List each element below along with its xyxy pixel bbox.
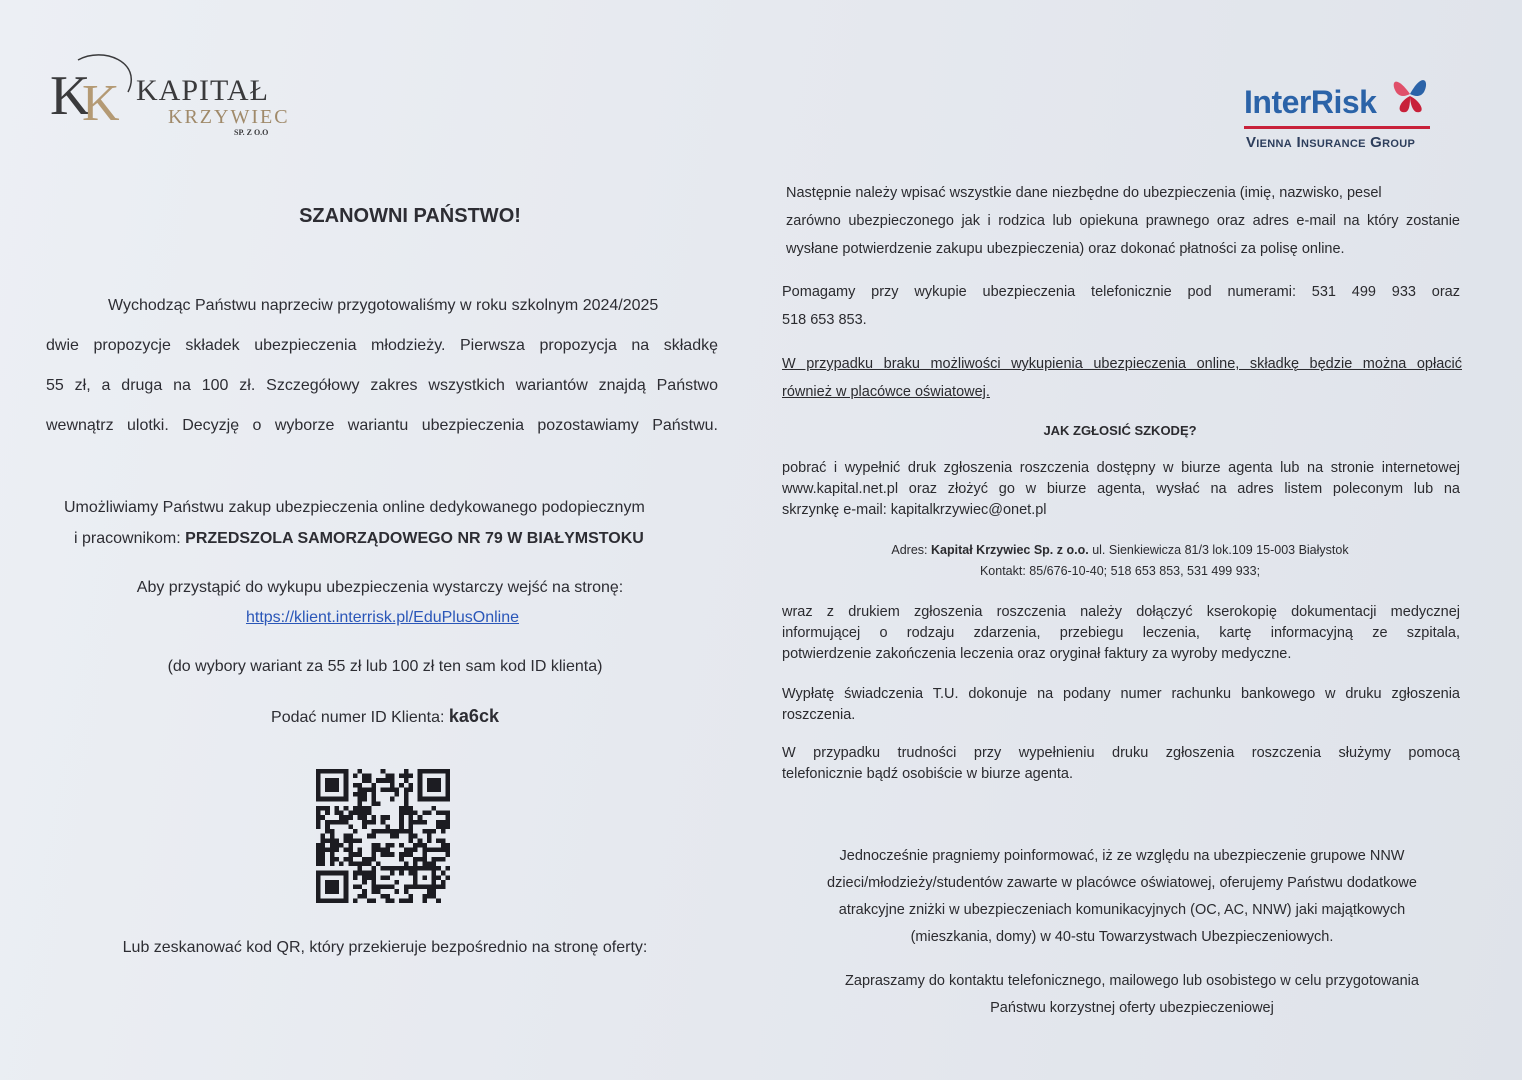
phone-line-1: Pomagamy przy wykupie ubezpieczenia telefonicznie pod numerami: 531 499 933 oraz — [782, 284, 1460, 300]
qr-text: Lub zeskanować kod QR, który przekieruje bezpośrednio na stronę oferty: — [122, 939, 648, 956]
address-company: Kapitał Krzywiec Sp. z o.o. — [931, 543, 1089, 557]
claim-paragraph — [782, 458, 1460, 521]
intro-line-4: wewnątrz ulotki. Decyzję o wyborze wariantu ubezpieczenia pozostawiamy Państwu. — [46, 417, 718, 434]
docs-line-2: informującej o rodzaju zdarzenia, przebiegu leczenia, kartę informacyjną ze szpitala, — [782, 625, 1460, 641]
qr-code[interactable] — [316, 769, 450, 903]
nnw-paragraph — [780, 843, 1464, 951]
docs-paragraph — [782, 602, 1460, 665]
offline-line-2: również w placówce oświatowej. — [782, 384, 990, 400]
offer-link[interactable]: https://klient.interrisk.pl/EduPlusOnline — [245, 609, 519, 626]
contact-line: Kontakt: 85/676-10-40; 518 653 853, 531 499 933; — [979, 564, 1261, 578]
claim-line-2: www.kapital.net.pl oraz złożyć go w biurze agenta, wysłać na adres listem poleconym lub na — [782, 481, 1460, 497]
claim-line-1: pobrać i wypełnić druk zgłoszenia roszczenia dostępny w biurze agenta lub na stronie internetowej — [782, 460, 1460, 476]
kapital-name: KAPITAŁ — [136, 74, 269, 107]
docs-line-3: potwierdzenie zakończenia leczenia oraz oryginał faktury za wyroby medyczne. — [782, 646, 1292, 662]
svg-text:K: K — [82, 75, 120, 132]
online-line-2 — [74, 529, 734, 549]
kapital-krzywiec-logo — [48, 52, 288, 142]
nnw-line-1: Jednocześnie pragniemy poinformować, iż ze względu na ubezpieczenie grupowe NNW — [839, 848, 1405, 864]
offline-paragraph — [782, 350, 1462, 406]
interrisk-group: Vienna Insurance Group — [1246, 134, 1416, 151]
offline-line-1: W przypadku braku możliwości wykupienia ubezpieczenia online, składkę będzie można opłacić — [782, 356, 1462, 372]
nnw-line-2: dzieci/młodzieży/studentów zawarte w placówce oświatowej, oferujemy Państwu dodatkowe — [827, 875, 1417, 891]
interrisk-underline — [1244, 126, 1430, 129]
help-paragraph — [782, 743, 1460, 785]
school-name: PRZEDSZOLA SAMORZĄDOWEGO NR 79 W BIAŁYMSTOKU — [185, 530, 644, 547]
url-wrap — [40, 608, 725, 628]
interrisk-name: InterRisk — [1244, 84, 1377, 120]
intro-line-1: Wychodząc Państwu naprzeciw przygotowaliśmy w roku szkolnym 2024/2025 — [108, 297, 659, 314]
help-line-2: telefonicznie bądź osobiście w biurze agenta. — [782, 766, 1073, 782]
client-id-value: ka6ck — [448, 706, 499, 726]
nnw-line-4: (mieszkania, domy) w 40-stu Towarzystwach Ubezpieczeniowych. — [910, 929, 1334, 945]
invite-paragraph — [780, 968, 1484, 1022]
address-rest: ul. Sienkiewicza 81/3 lok.109 15-003 Białystok — [1092, 543, 1349, 557]
help-line-1: W przypadku trudności przy wypełnieniu druku zgłoszenia roszczenia służymy pomocą — [782, 745, 1460, 761]
data-paragraph — [786, 179, 1460, 263]
krzywiec-name: KRZYWIEC — [168, 106, 290, 128]
address-line — [780, 540, 1460, 561]
claim-line-3: skrzynkę e-mail: kapitalkrzywiec@onet.pl — [782, 502, 1047, 518]
page-title: SZANOWNI PAŃSTWO! — [299, 205, 521, 227]
kk-monogram-icon — [48, 52, 138, 132]
phone-line-2: 518 653 853. — [782, 312, 867, 328]
intro-line-2: dwie propozycje składek ubezpieczenia młodzieży. Pierwsza propozycja na składkę — [46, 337, 718, 354]
claim-heading: JAK ZGŁOSIĆ SZKODĘ? — [1043, 423, 1197, 438]
intro-line-3: 55 zł, a druga na 100 zł. Szczegółowy zakres wszystkich wariantów znajdą Państwo — [46, 377, 718, 394]
payout-line-1: Wypłatę świadczenia T.U. dokonuje na podany numer rachunku bankowego w druku zgłoszenia — [782, 686, 1460, 702]
online-line-1: Umożliwiamy Państwu zakup ubezpieczenia online dedykowanego podopiecznym — [64, 499, 645, 516]
online-prefix: i pracownikom: — [74, 530, 181, 547]
invite-line-2: Państwu korzystnej oferty ubezpieczeniowej — [990, 1000, 1274, 1016]
payout-paragraph — [782, 684, 1460, 726]
address-label: Adres: — [891, 543, 928, 557]
client-id-label: Podać numer ID Klienta: — [271, 709, 445, 726]
data-line-3: wysłane potwierdzenie zakupu ubezpieczenia) oraz dokonać płatności za polisę online. — [786, 241, 1345, 257]
interrisk-logo — [1240, 70, 1440, 160]
data-line-2: zarówno ubezpieczonego jak i rodzica lub opiekuna prawnego oraz adres e-mail na który zostanie — [786, 213, 1460, 229]
nnw-line-3: atrakcyjne zniżki w ubezpieczeniach komunikacyjnych (OC, AC, NNW) jaki majątkowych — [838, 902, 1406, 918]
address-block — [780, 540, 1460, 582]
payout-line-2: roszczenia. — [782, 707, 856, 723]
variant-note: (do wybory wariant za 55 zł lub 100 zł ten sam kod ID klienta) — [167, 658, 603, 675]
docs-line-1: wraz z drukiem zgłoszenia roszczenia należy dołączyć kserokopię dokumentacji medycznej — [782, 604, 1460, 620]
svg-text:K: K — [50, 65, 91, 127]
client-id-row — [40, 706, 730, 728]
invite-line-1: Zapraszamy do kontaktu telefonicznego, mailowego lub osobistego w celu przygotowania — [845, 973, 1419, 989]
company-form: SP. Z O.O — [234, 128, 269, 137]
butterfly-icon — [1390, 72, 1430, 116]
access-text: Aby przystąpić do wykupu ubezpieczenia wystarczy wejść na stronę: — [136, 579, 624, 596]
phone-paragraph — [782, 278, 1460, 334]
data-line-1: Następnie należy wpisać wszystkie dane niezbędne do ubezpieczenia (imię, nazwisko, pesel — [786, 185, 1382, 201]
